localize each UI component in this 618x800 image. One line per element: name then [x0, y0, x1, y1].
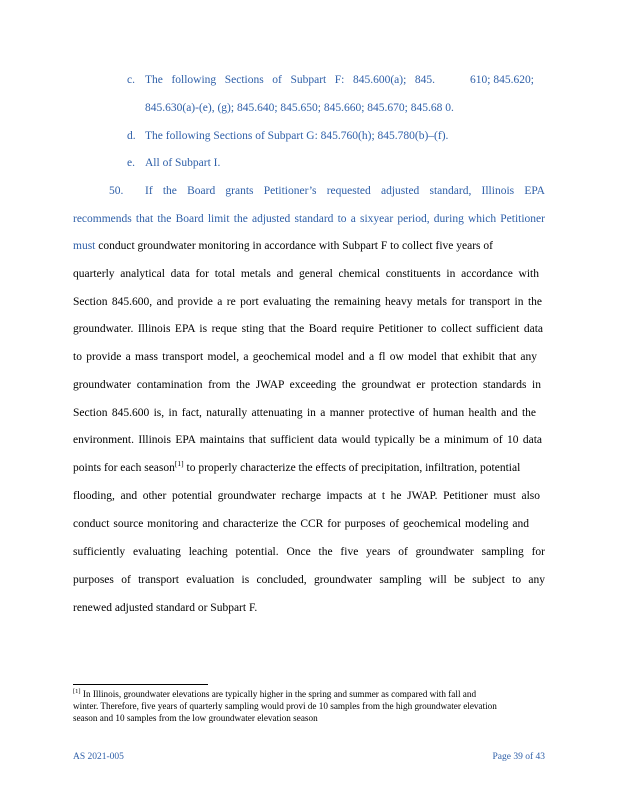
footnote-text: In Illinois, groundwater elevations are typically higher in the spring and summer as compared with fall and	[80, 689, 477, 699]
list-marker-d: d.	[127, 130, 136, 142]
footer-page-number: Page 39 of 43	[492, 752, 545, 762]
paragraph-line-start: points for each season	[73, 462, 175, 474]
list-marker-e: e.	[127, 157, 135, 169]
paragraph-line: environment. Illinois EPA maintains that sufficient data would typically be a minimum of 10 data	[73, 434, 542, 446]
footnote-divider	[73, 684, 208, 685]
paragraph-line	[73, 239, 493, 253]
paragraph-line: to provide a mass transport model, a geochemical model and a fl ow model that exhibit that any	[73, 351, 537, 363]
paragraph-line-start: must	[73, 240, 96, 252]
paragraph-line: purposes of transport evaluation is concluded, groundwater sampling will be subject to any	[73, 574, 545, 586]
footer-case-number: AS 2021-005	[73, 752, 124, 762]
footnote-marker: [1]	[73, 687, 81, 695]
paragraph-line: flooding, and other potential groundwater recharge impacts at t he JWAP. Petitioner must also	[73, 490, 540, 502]
paragraph-line-rest: conduct groundwater monitoring in accordance with Subpart F to collect five years of	[95, 240, 493, 252]
list-item-c-line2: 845.630(a)-(e), (g); 845.640; 845.650; 845.660; 845.670; 845.68 0.	[145, 102, 454, 114]
footnote-line: season and 10 samples from the low groundwater elevation season	[73, 713, 318, 723]
list-item-d: The following Sections of Subpart G: 845.760(h); 845.780(b)–(f).	[145, 130, 449, 142]
paragraph-line: If the Board grants Petitioner’s requested adjusted standard, Illinois EPA	[145, 185, 545, 197]
paragraph-line: Section 845.600 is, in fact, naturally attenuating in a manner protective of human health and the	[73, 407, 536, 419]
paragraph-number: 50.	[109, 185, 124, 197]
list-item-e: All of Subpart I.	[145, 157, 221, 169]
list-marker-c: c.	[127, 74, 135, 86]
paragraph-line-rest: to properly characterize the effects of precipitation, infiltration, potential	[183, 462, 521, 474]
paragraph-line: recommends that the Board limit the adjusted standard to a sixyear period, during which Petitioner	[73, 213, 545, 225]
paragraph-line: groundwater. Illinois EPA is reque sting that the Board require Petitioner to collect sufficient data	[73, 323, 543, 335]
footnote-reference[interactable]: [1]	[174, 459, 184, 469]
paragraph-line: groundwater contamination from the JWAP exceeding the groundwat er protection standards in	[73, 379, 541, 391]
paragraph-line: renewed adjusted standard or Subpart F.	[73, 602, 258, 614]
paragraph-line: Section 845.600, and provide a re port evaluating the remaining heavy metals for transport in the	[73, 296, 542, 308]
list-item-c-line1: The following Sections of Subpart F: 845.600(a); 845.	[145, 74, 435, 86]
paragraph-line: conduct source monitoring and characterize the CCR for purposes of geochemical modeling and	[73, 518, 529, 530]
footnote-line	[73, 689, 476, 700]
paragraph-line	[73, 461, 520, 475]
paragraph-line: quarterly analytical data for total metals and general chemical constituents in accordance with	[73, 268, 539, 280]
footnote-line: winter. Therefore, five years of quarterly sampling would provi de 10 samples from the high groundwater elevation	[73, 701, 497, 711]
paragraph-line: sufficiently evaluating leaching potential. Once the five years of groundwater sampling for	[73, 546, 545, 558]
list-item-c-line1-tail: 610; 845.620;	[470, 74, 534, 86]
